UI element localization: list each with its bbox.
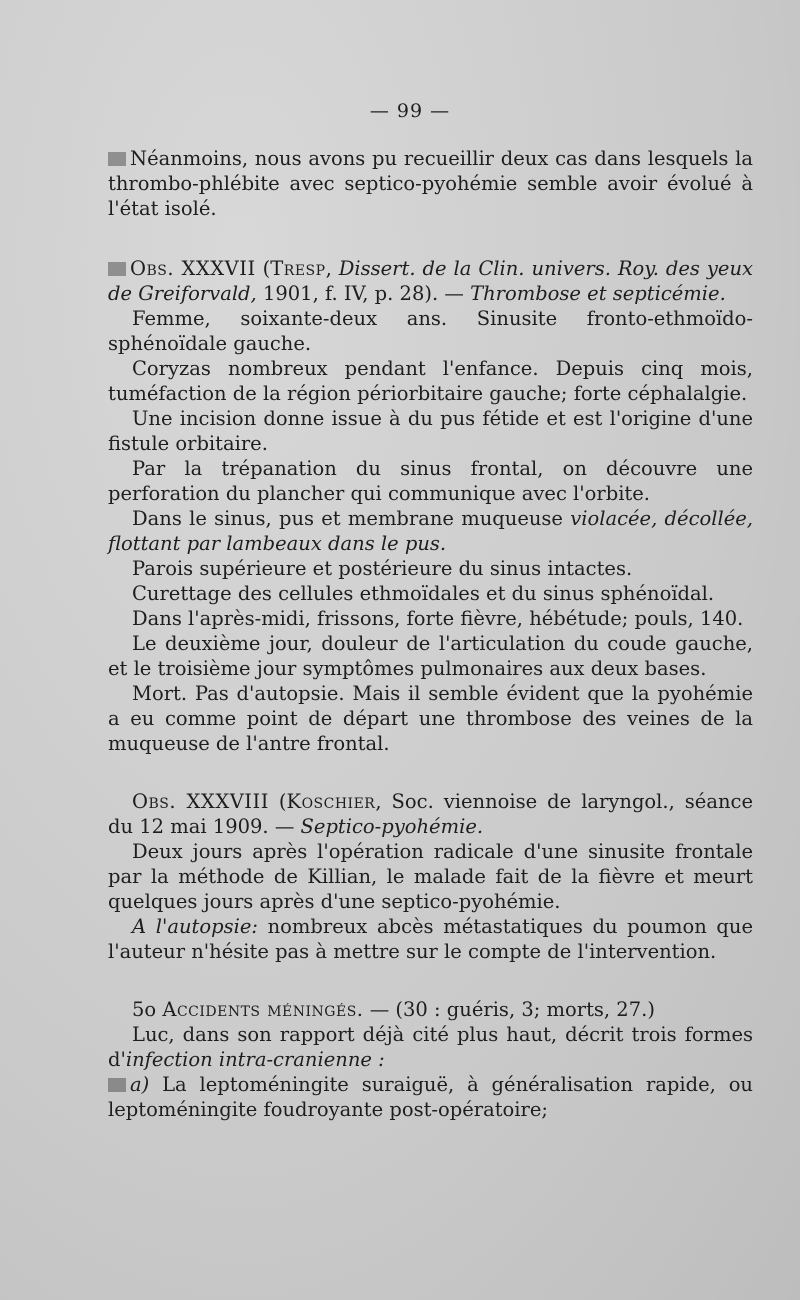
stamp-mark-icon — [108, 1078, 126, 1092]
obs37-paragraph: Coryzas nombreux pendant l'enfance. Depuis cinq mois, tuméfaction de la région périorbitaire gauche; forte céphalalgie. — [108, 357, 753, 405]
obs37-sinus-paragraph: Dans le sinus, pus et membrane muqueuse violacée, décollée, flottant par lambeaux dans le pus. — [108, 507, 753, 555]
obs37-paragraph: Une incision donne issue à du pus fétide et est l'origine d'une fistule orbitaire. — [108, 407, 753, 455]
stamp-mark-icon — [108, 262, 126, 276]
page-number: — 99 — — [369, 100, 451, 122]
obs38-paragraph: Deux jours après l'opération radicale d'une sinusite frontale par la méthode de Killian, le malade fait de la fièvre et meurt quelques jours après d'une septico-pyohémie. — [108, 840, 753, 913]
intro-paragraph: Néanmoins, nous avons pu recueillir deux cas dans lesquels la thrombo-phlébite avec septico-pyohémie semble avoir évolué à l'état isolé. — [108, 147, 753, 220]
section5-item-a: a) La leptoméningite suraiguë, à généralisation rapide, ou leptoméningite foudroyante post-opératoire; — [108, 1073, 753, 1121]
stamp-mark-icon — [108, 152, 126, 166]
obs37-paragraph: Le deuxième jour, douleur de l'articulation du coude gauche, et le troisième jour symptômes pulmonaires aux deux bases. — [108, 632, 753, 680]
obs38-heading: Obs. XXXVIII (Koschier, Soc. viennoise de laryngol., séance du 12 mai 1909. — Septico-pyohémie. — [108, 790, 753, 838]
obs37-paragraph: Parois supérieure et postérieure du sinus intactes. — [132, 557, 633, 580]
obs37-paragraph: Curettage des cellules ethmoïdales et du sinus sphénoïdal. — [132, 582, 715, 605]
obs37-paragraph: Femme, soixante-deux ans. Sinusite fronto-ethmoïdo-sphénoïdale gauche. — [108, 307, 753, 355]
section5-paragraph: Luc, dans son rapport déjà cité plus haut, décrit trois formes d'infection intra-cranienne : — [108, 1023, 753, 1071]
obs37-paragraph: Par la trépanation du sinus frontal, on découvre une perforation du plancher qui communique avec l'orbite. — [108, 457, 753, 505]
obs38-autopsy-paragraph: A l'autopsie: nombreux abcès métastatiques du poumon que l'auteur n'hésite pas à mettre sur le compte de l'intervention. — [108, 915, 753, 963]
page-text — [108, 146, 753, 1122]
obs37-heading: Obs. XXXVII (Tresp, Dissert. de la Clin. univers. Roy. des yeux de Greiforvald, 1901, f. IV, p. 28). — Thrombose et septicémie. — [108, 257, 754, 305]
obs37-paragraph: Dans l'après-midi, frissons, forte fièvre, hébétude; pouls, 140. — [132, 607, 744, 630]
section5-heading: 5o Accidents méningés. — (30 : guéris, 3; morts, 27.) — [132, 998, 655, 1021]
obs37-paragraph: Mort. Pas d'autopsie. Mais il semble évident que la pyohémie a eu comme point de départ une thrombose des veines de la muqueuse de l'antre frontal. — [108, 682, 753, 755]
